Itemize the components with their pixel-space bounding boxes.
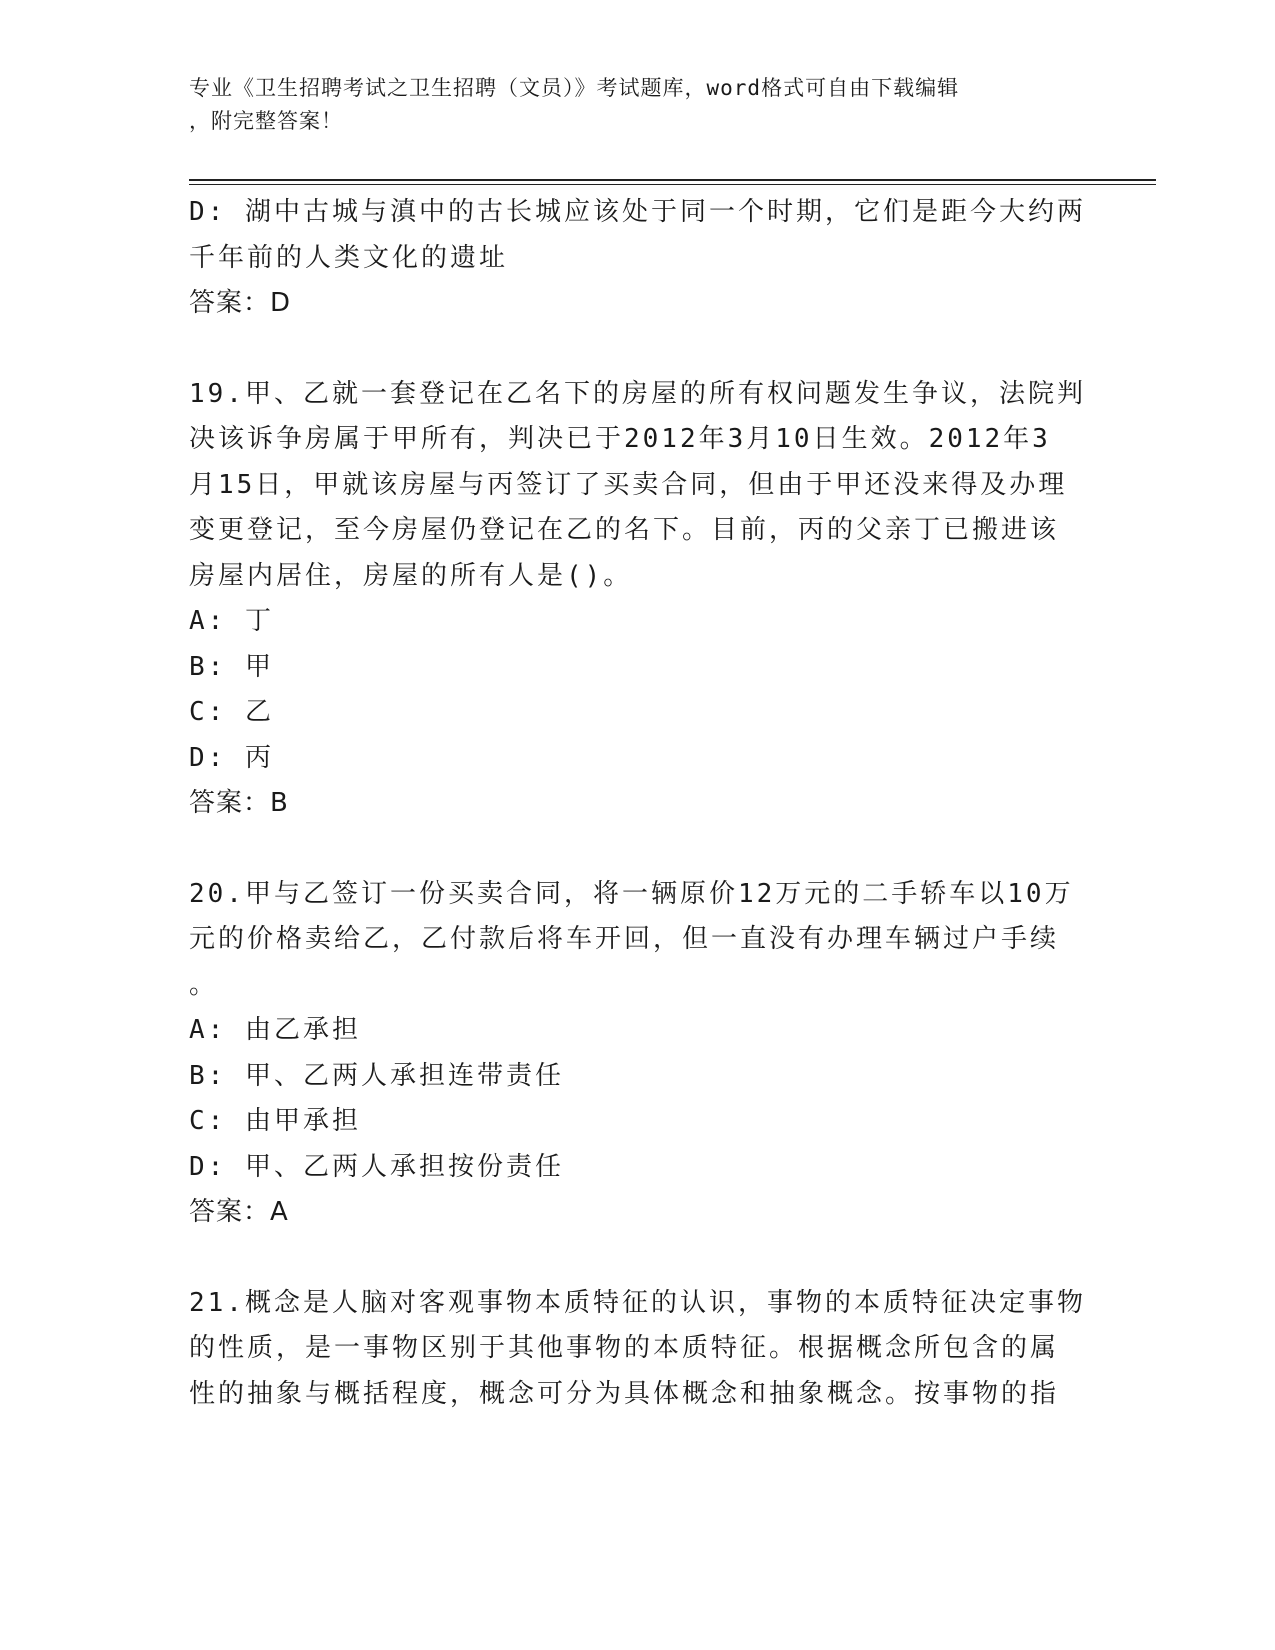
- question-20-option-d: D: 甲、乙两人承担按份责任: [189, 1151, 564, 1182]
- question-19-stem-line-2: 决该诉争房属于甲所有，判决已于2012年3月10日生效。2012年3: [189, 424, 1051, 454]
- question-20: [189, 872, 1079, 1236]
- question-19-stem-line-5: 房屋内居住，房屋的所有人是()。: [189, 560, 633, 591]
- option-d-line-1: D: 湖中古城与滇中的古长城应该处于同一个时期，它们是距今大约两: [189, 197, 1086, 227]
- question-19-stem-line-3: 月15日，甲就该房屋与丙签订了买卖合同，但由于甲还没来得及办理: [189, 469, 1068, 500]
- question-19-option-c: C: 乙: [189, 697, 274, 727]
- header-rule-thick: [189, 179, 1156, 181]
- question-20-answer: 答案：A: [189, 1197, 289, 1227]
- question-20-stem-line-1: 20.甲与乙签订一份买卖合同，将一辆原价12万元的二手轿车以10万: [189, 878, 1074, 909]
- answer-line: 答案：D: [189, 288, 292, 318]
- question-19-option-b: B: 甲: [189, 651, 274, 682]
- previous-question-tail: [189, 190, 1086, 327]
- question-19: [189, 372, 1086, 827]
- question-20-option-a: A: 由乙承担: [189, 1015, 361, 1045]
- header-rule-thin: [189, 184, 1156, 185]
- question-21-stem-line-3: 性的抽象与概括程度，概念可分为具体概念和抽象概念。按事物的指: [189, 1378, 1060, 1409]
- header-line-2: ，附完整答案！: [189, 109, 343, 133]
- question-21: [189, 1281, 1086, 1418]
- spacer: [189, 1236, 1079, 1281]
- question-20-option-c: C: 由甲承担: [189, 1106, 361, 1136]
- question-19-option-d: D: 丙: [189, 742, 274, 773]
- page-header: [189, 72, 1089, 138]
- question-19-answer: 答案：B: [189, 788, 289, 818]
- question-20-stem-line-3: 。: [189, 969, 219, 1000]
- question-21-stem-line-2: 的性质，是一事物区别于其他事物的本质特征。根据概念所包含的属: [189, 1333, 1060, 1363]
- question-19-stem-line-4: 变更登记，至今房屋仍登记在乙的名下。目前，丙的父亲丁已搬进该: [189, 515, 1060, 545]
- question-21-stem-line-1: 21.概念是人脑对客观事物本质特征的认识，事物的本质特征决定事物: [189, 1287, 1086, 1318]
- option-d-line-2: 千年前的人类文化的遗址: [189, 242, 509, 273]
- spacer: [189, 827, 1079, 872]
- question-19-option-a: A: 丁: [189, 606, 274, 636]
- header-line-1: 专业《卫生招聘考试之卫生招聘（文员）》考试题库，word格式可自由下载编辑: [189, 76, 960, 100]
- question-20-option-b: B: 甲、乙两人承担连带责任: [189, 1060, 564, 1091]
- question-content: [189, 190, 1086, 1417]
- question-20-stem-line-2: 元的价格卖给乙，乙付款后将车开回，但一直没有办理车辆过户手续: [189, 924, 1060, 954]
- spacer: [189, 327, 1079, 372]
- question-19-stem-line-1: 19.甲、乙就一套登记在乙名下的房屋的所有权问题发生争议，法院判: [189, 378, 1086, 409]
